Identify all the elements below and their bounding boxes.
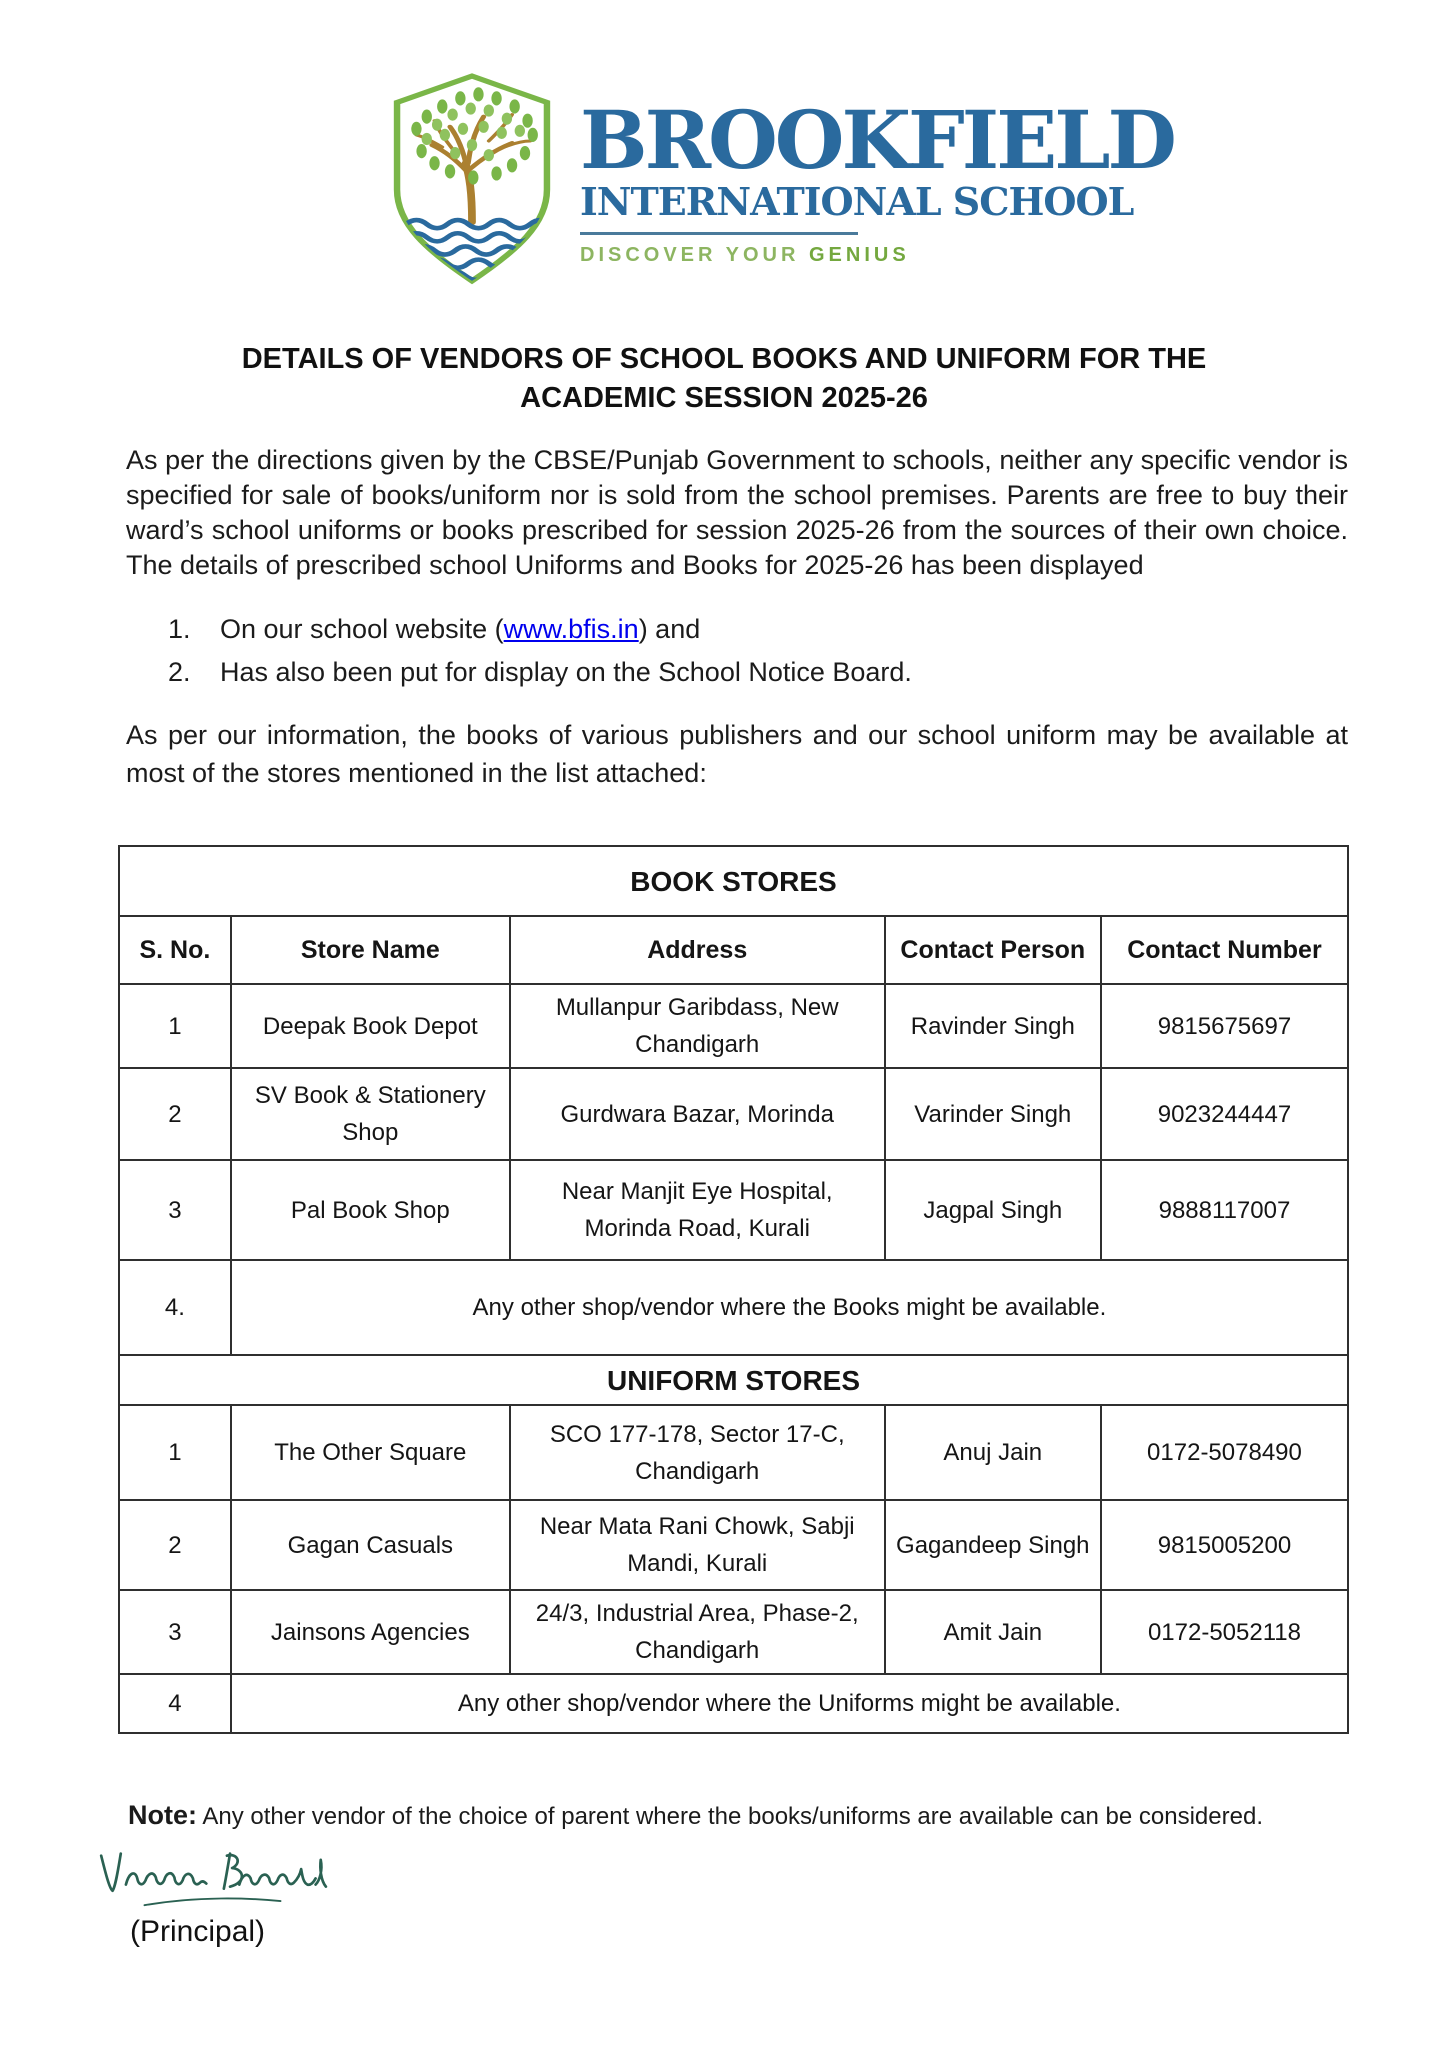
table-row-other-uniforms xyxy=(119,1674,1348,1733)
cell-sno: 4 xyxy=(119,1674,231,1733)
cell-sno: 1 xyxy=(119,1405,231,1500)
intro-paragraph: As per the directions given by the CBSE/Punjab Government to schools, neither any specific vendor is specified for sale of books/uniform nor is sold from the school premises. Parents are free to buy their ward’s school uniforms or books prescribed for session 2025-26 from the sources of their own choice. The details of prescribed school Uniforms and Books for 2025-26 has been displayed xyxy=(126,445,1348,580)
list-text-after-link: ) and xyxy=(638,614,701,644)
column-header-address: Address xyxy=(510,916,885,984)
book-stores-title-row xyxy=(119,846,1348,916)
cell-contact-person: Ravinder Singh xyxy=(885,984,1101,1068)
table-header-row xyxy=(119,916,1348,984)
table-row xyxy=(119,1160,1348,1260)
school-name: BROOKFIELD xyxy=(580,93,1174,187)
list-item xyxy=(168,651,912,694)
table-row xyxy=(119,1590,1348,1674)
cell-contact-number: 9023244447 xyxy=(1101,1068,1348,1160)
cell-other-vendors-uniforms: Any other shop/vendor where the Uniforms might be available. xyxy=(231,1674,1348,1733)
cell-contact-number: 0172-5052118 xyxy=(1101,1590,1348,1674)
principal-role: (Principal) xyxy=(130,1915,266,1948)
cell-sno: 2 xyxy=(119,1500,231,1590)
cell-store-name: SV Book & Stationery Shop xyxy=(231,1068,510,1160)
column-header-contact-number: Contact Number xyxy=(1101,916,1348,984)
cell-store-name: Gagan Casuals xyxy=(231,1500,510,1590)
list-item xyxy=(168,608,912,651)
cell-sno: 3 xyxy=(119,1160,231,1260)
cell-contact-number: 9888117007 xyxy=(1101,1160,1348,1260)
cell-sno: 3 xyxy=(119,1590,231,1674)
cell-contact-number: 9815675697 xyxy=(1101,984,1348,1068)
cell-address: Near Mata Rani Chowk, Sabji Mandi, Kurali xyxy=(510,1500,885,1590)
cell-contact-person: Amit Jain xyxy=(885,1590,1101,1674)
cell-contact-person: Varinder Singh xyxy=(885,1068,1101,1160)
cell-contact-person: Gagandeep Singh xyxy=(885,1500,1101,1590)
table-row-other-books xyxy=(119,1260,1348,1355)
table-row xyxy=(119,1405,1348,1500)
school-website-link[interactable]: www.bfis.in xyxy=(503,614,639,644)
cell-address: Near Manjit Eye Hospital, Morinda Road, Kurali xyxy=(510,1160,885,1260)
document-title xyxy=(0,340,1448,418)
note-text: Any other vendor of the choice of parent where the books/uniforms are available can be considered. xyxy=(197,1803,1263,1830)
cell-sno: 1 xyxy=(119,984,231,1068)
cell-store-name: Pal Book Shop xyxy=(231,1160,510,1260)
logo-divider xyxy=(580,232,858,235)
cell-sno: 4. xyxy=(119,1260,231,1355)
table-row xyxy=(119,1068,1348,1160)
cell-contact-number: 9815005200 xyxy=(1101,1500,1348,1590)
cell-contact-person: Anuj Jain xyxy=(885,1405,1101,1500)
principal-signature xyxy=(95,1843,363,1921)
column-header-sno: S. No. xyxy=(119,916,231,984)
cell-address: Mullanpur Garibdass, New Chandigarh xyxy=(510,984,885,1068)
cell-contact-number: 0172-5078490 xyxy=(1101,1405,1348,1500)
table-row xyxy=(119,1500,1348,1590)
cell-address: 24/3, Industrial Area, Phase-2, Chandigarh xyxy=(510,1590,885,1674)
cell-address: SCO 177-178, Sector 17-C, Chandigarh xyxy=(510,1405,885,1500)
column-header-contact-person: Contact Person xyxy=(885,916,1101,984)
cell-address: Gurdwara Bazar, Morinda xyxy=(510,1068,885,1160)
availability-paragraph: As per our information, the books of various publishers and our school uniform may be available at most of the stores mentioned in the list attached: xyxy=(126,720,1348,788)
school-subtitle: INTERNATIONAL SCHOOL xyxy=(580,179,1134,224)
cell-store-name: The Other Square xyxy=(231,1405,510,1500)
book-stores-title: BOOK STORES xyxy=(119,846,1348,916)
cell-other-vendors-books: Any other shop/vendor where the Books might be available. xyxy=(231,1260,1348,1355)
school-logo xyxy=(388,70,1174,288)
note-line xyxy=(128,1800,1350,1831)
title-line-1: DETAILS OF VENDORS OF SCHOOL BOOKS AND UNIFORM FOR THE xyxy=(241,343,1207,375)
cell-store-name: Deepak Book Depot xyxy=(231,984,510,1068)
tagline-text: DISCOVER YOUR xyxy=(580,244,809,266)
list-text-before-link: On our school website ( xyxy=(220,614,504,644)
table-row xyxy=(119,984,1348,1068)
note-label: Note: xyxy=(128,1800,197,1830)
school-wordmark xyxy=(580,70,1174,288)
uniform-stores-title: UNIFORM STORES xyxy=(119,1355,1348,1405)
school-tagline xyxy=(580,244,1174,267)
tagline-accent: GENIUS xyxy=(809,244,910,266)
display-locations-list xyxy=(168,608,912,694)
cell-contact-person: Jagpal Singh xyxy=(885,1160,1101,1260)
title-line-2: ACADEMIC SESSION 2025-26 xyxy=(520,382,928,414)
list-number: 2. xyxy=(168,657,191,687)
cell-store-name: Jainsons Agencies xyxy=(231,1590,510,1674)
list-number: 1. xyxy=(168,614,191,644)
list-item-text xyxy=(220,608,700,651)
list-item-text: Has also been put for display on the School Notice Board. xyxy=(220,657,912,687)
school-crest-icon xyxy=(388,70,556,288)
column-header-store-name: Store Name xyxy=(231,916,510,984)
cell-sno: 2 xyxy=(119,1068,231,1160)
uniform-stores-title-row xyxy=(119,1355,1348,1405)
vendors-table xyxy=(118,845,1349,1734)
